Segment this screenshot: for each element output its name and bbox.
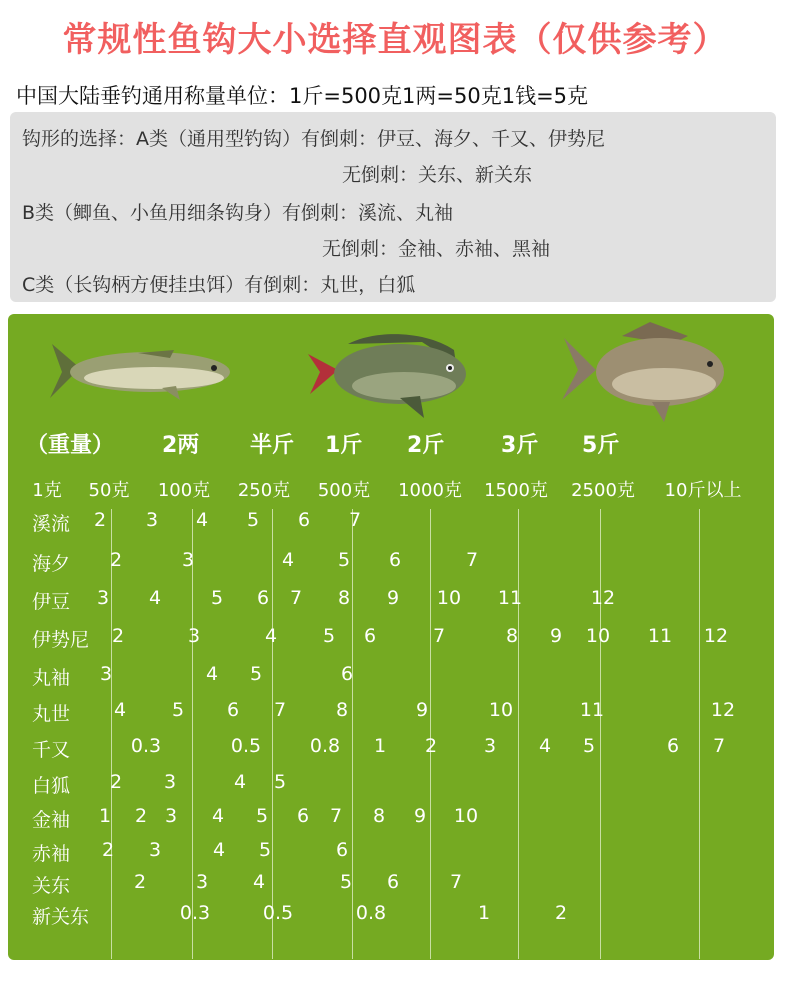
hook-size-value: 11 [579,699,605,721]
gram-label: 1500克 [484,480,548,501]
hook-size-value: 7 [273,699,287,721]
hook-size-value: 1 [373,735,387,757]
hook-row-label: 千又 [32,739,71,761]
hook-size-value: 9 [549,625,563,647]
hook-size-value: 7 [289,587,303,609]
crucian-carp-icon [560,320,732,424]
gram-label: 100克 [157,480,211,501]
hook-row-label: 丸袖 [32,667,71,689]
hook-size-value: 10 [585,625,611,647]
hook-size-value: 8 [505,625,519,647]
hook-size-value: 6 [340,663,354,685]
hook-row-label: 海夕 [32,553,71,575]
hook-type-a-barbless: 无倒刺：关东、新关东 [342,164,533,186]
hook-size-value: 2 [424,735,438,757]
gram-label: 250克 [237,480,291,501]
gram-label: 10斤以上 [664,480,742,501]
hook-size-value: 2 [109,549,123,571]
hook-size-value: 0.3 [179,902,211,924]
weight-header-label: （重量） [26,433,115,458]
hook-size-value: 12 [710,699,736,721]
hook-size-value: 1 [98,805,112,827]
hook-size-value: 3 [163,771,177,793]
hook-size-value: 4 [281,549,295,571]
hook-size-value: 8 [337,587,351,609]
hook-size-value: 10 [488,699,514,721]
hook-size-value: 7 [348,509,362,531]
hook-size-value: 2 [109,771,123,793]
hook-size-value: 6 [296,805,310,827]
gram-label: 1克 [32,480,62,501]
hook-size-value: 2 [93,509,107,531]
hook-size-value: 4 [148,587,162,609]
weight-mark: 半斤 [250,433,295,458]
hook-size-value: 4 [538,735,552,757]
hook-size-value: 4 [211,805,225,827]
hook-size-value: 12 [590,587,616,609]
grid-line [600,509,601,959]
hook-size-value: 0.8 [309,735,341,757]
hook-size-value: 4 [252,871,266,893]
hook-size-value: 1 [477,902,491,924]
hook-size-value: 2 [133,871,147,893]
hook-size-value: 0.5 [230,735,262,757]
hook-size-value: 5 [337,549,351,571]
hook-size-value: 6 [226,699,240,721]
hook-size-value: 7 [449,871,463,893]
hook-size-value: 3 [483,735,497,757]
gram-label: 50克 [88,480,130,501]
hook-size-value: 5 [582,735,596,757]
grid-line [699,509,700,959]
weight-mark: 5斤 [582,433,620,458]
grid-line [192,509,193,959]
hook-size-value: 3 [181,549,195,571]
page-title: 常规性鱼钩大小选择直观图表（仅供参考） [62,20,728,60]
hook-size-value: 9 [415,699,429,721]
hook-size-value: 5 [210,587,224,609]
hook-size-value: 2 [111,625,125,647]
hook-size-value: 8 [372,805,386,827]
hook-size-value: 10 [436,587,462,609]
hook-row-label: 溪流 [32,513,71,535]
hook-type-a-barbed: 钩形的选择：A类（通用型钓钩）有倒刺：伊豆、海夕、千又、伊势尼 [22,128,605,150]
hook-size-value: 4 [195,509,209,531]
hook-size-value: 11 [647,625,673,647]
hook-size-value: 6 [297,509,311,531]
hook-size-value: 2 [101,839,115,861]
hook-size-value: 6 [335,839,349,861]
hook-size-value: 4 [212,839,226,861]
grass-carp-icon [42,340,238,404]
hook-type-b-barbed: B类（鲫鱼、小鱼用细条钩身）有倒刺：溪流、丸袖 [22,202,454,224]
hook-size-value: 10 [453,805,479,827]
hook-row-label: 关东 [32,875,71,897]
hook-size-value: 5 [322,625,336,647]
hook-size-value: 6 [386,871,400,893]
tilapia-icon [304,324,472,420]
hook-row-label: 金袖 [32,809,71,831]
hook-row-label: 赤袖 [32,843,71,865]
hook-size-value: 6 [388,549,402,571]
hook-size-value: 5 [258,839,272,861]
hook-size-value: 9 [413,805,427,827]
hook-size-value: 3 [148,839,162,861]
hook-size-value: 7 [465,549,479,571]
hook-size-value: 5 [255,805,269,827]
hook-size-value: 12 [703,625,729,647]
hook-size-value: 5 [339,871,353,893]
gram-label: 2500克 [571,480,635,501]
weight-mark: 2两 [162,433,200,458]
hook-size-chart-panel [8,314,774,960]
hook-size-value: 11 [497,587,523,609]
grid-line [352,509,353,959]
hook-size-value: 2 [134,805,148,827]
grid-line [272,509,273,959]
hook-size-value: 2 [554,902,568,924]
hook-size-value: 9 [386,587,400,609]
hook-size-value: 6 [666,735,680,757]
hook-size-value: 3 [99,663,113,685]
hook-size-value: 5 [246,509,260,531]
hook-size-value: 5 [171,699,185,721]
hook-size-value: 4 [205,663,219,685]
hook-size-value: 7 [432,625,446,647]
hook-size-value: 0.5 [262,902,294,924]
hook-size-value: 4 [113,699,127,721]
gram-label: 1000克 [398,480,462,501]
weight-mark: 1斤 [325,433,363,458]
weight-mark: 2斤 [407,433,445,458]
hook-size-value: 5 [249,663,263,685]
hook-size-value: 0.3 [130,735,162,757]
hook-size-value: 3 [195,871,209,893]
hook-size-value: 6 [363,625,377,647]
hook-size-value: 3 [145,509,159,531]
hook-row-label: 伊豆 [32,591,71,613]
grid-line [518,509,519,959]
hook-size-value: 0.8 [355,902,387,924]
weight-mark: 3斤 [501,433,539,458]
hook-type-c-barbed: C类（长钩柄方便挂虫饵）有倒刺：丸世，白狐 [22,274,416,296]
hook-size-value: 7 [329,805,343,827]
hook-size-value: 6 [256,587,270,609]
hook-size-value: 3 [164,805,178,827]
gram-label: 500克 [317,480,371,501]
hook-size-value: 5 [273,771,287,793]
hook-type-b-barbless: 无倒刺：金袖、赤袖、黑袖 [322,238,551,260]
hook-row-label: 白狐 [32,775,71,797]
hook-size-value: 4 [264,625,278,647]
hook-size-value: 7 [712,735,726,757]
hook-size-value: 8 [335,699,349,721]
grid-line [430,509,431,959]
hook-row-label: 丸世 [32,703,71,725]
hook-selection-box [10,112,776,302]
hook-row-label: 伊势尼 [32,629,90,651]
hook-size-value: 4 [233,771,247,793]
hook-row-label: 新关东 [32,906,90,928]
hook-size-value: 3 [96,587,110,609]
grid-line [111,509,112,959]
hook-size-value: 3 [187,625,201,647]
unit-conversion-line: 中国大陆垂钓通用称量单位：1斤=500克1两=50克1钱=5克 [16,84,589,108]
